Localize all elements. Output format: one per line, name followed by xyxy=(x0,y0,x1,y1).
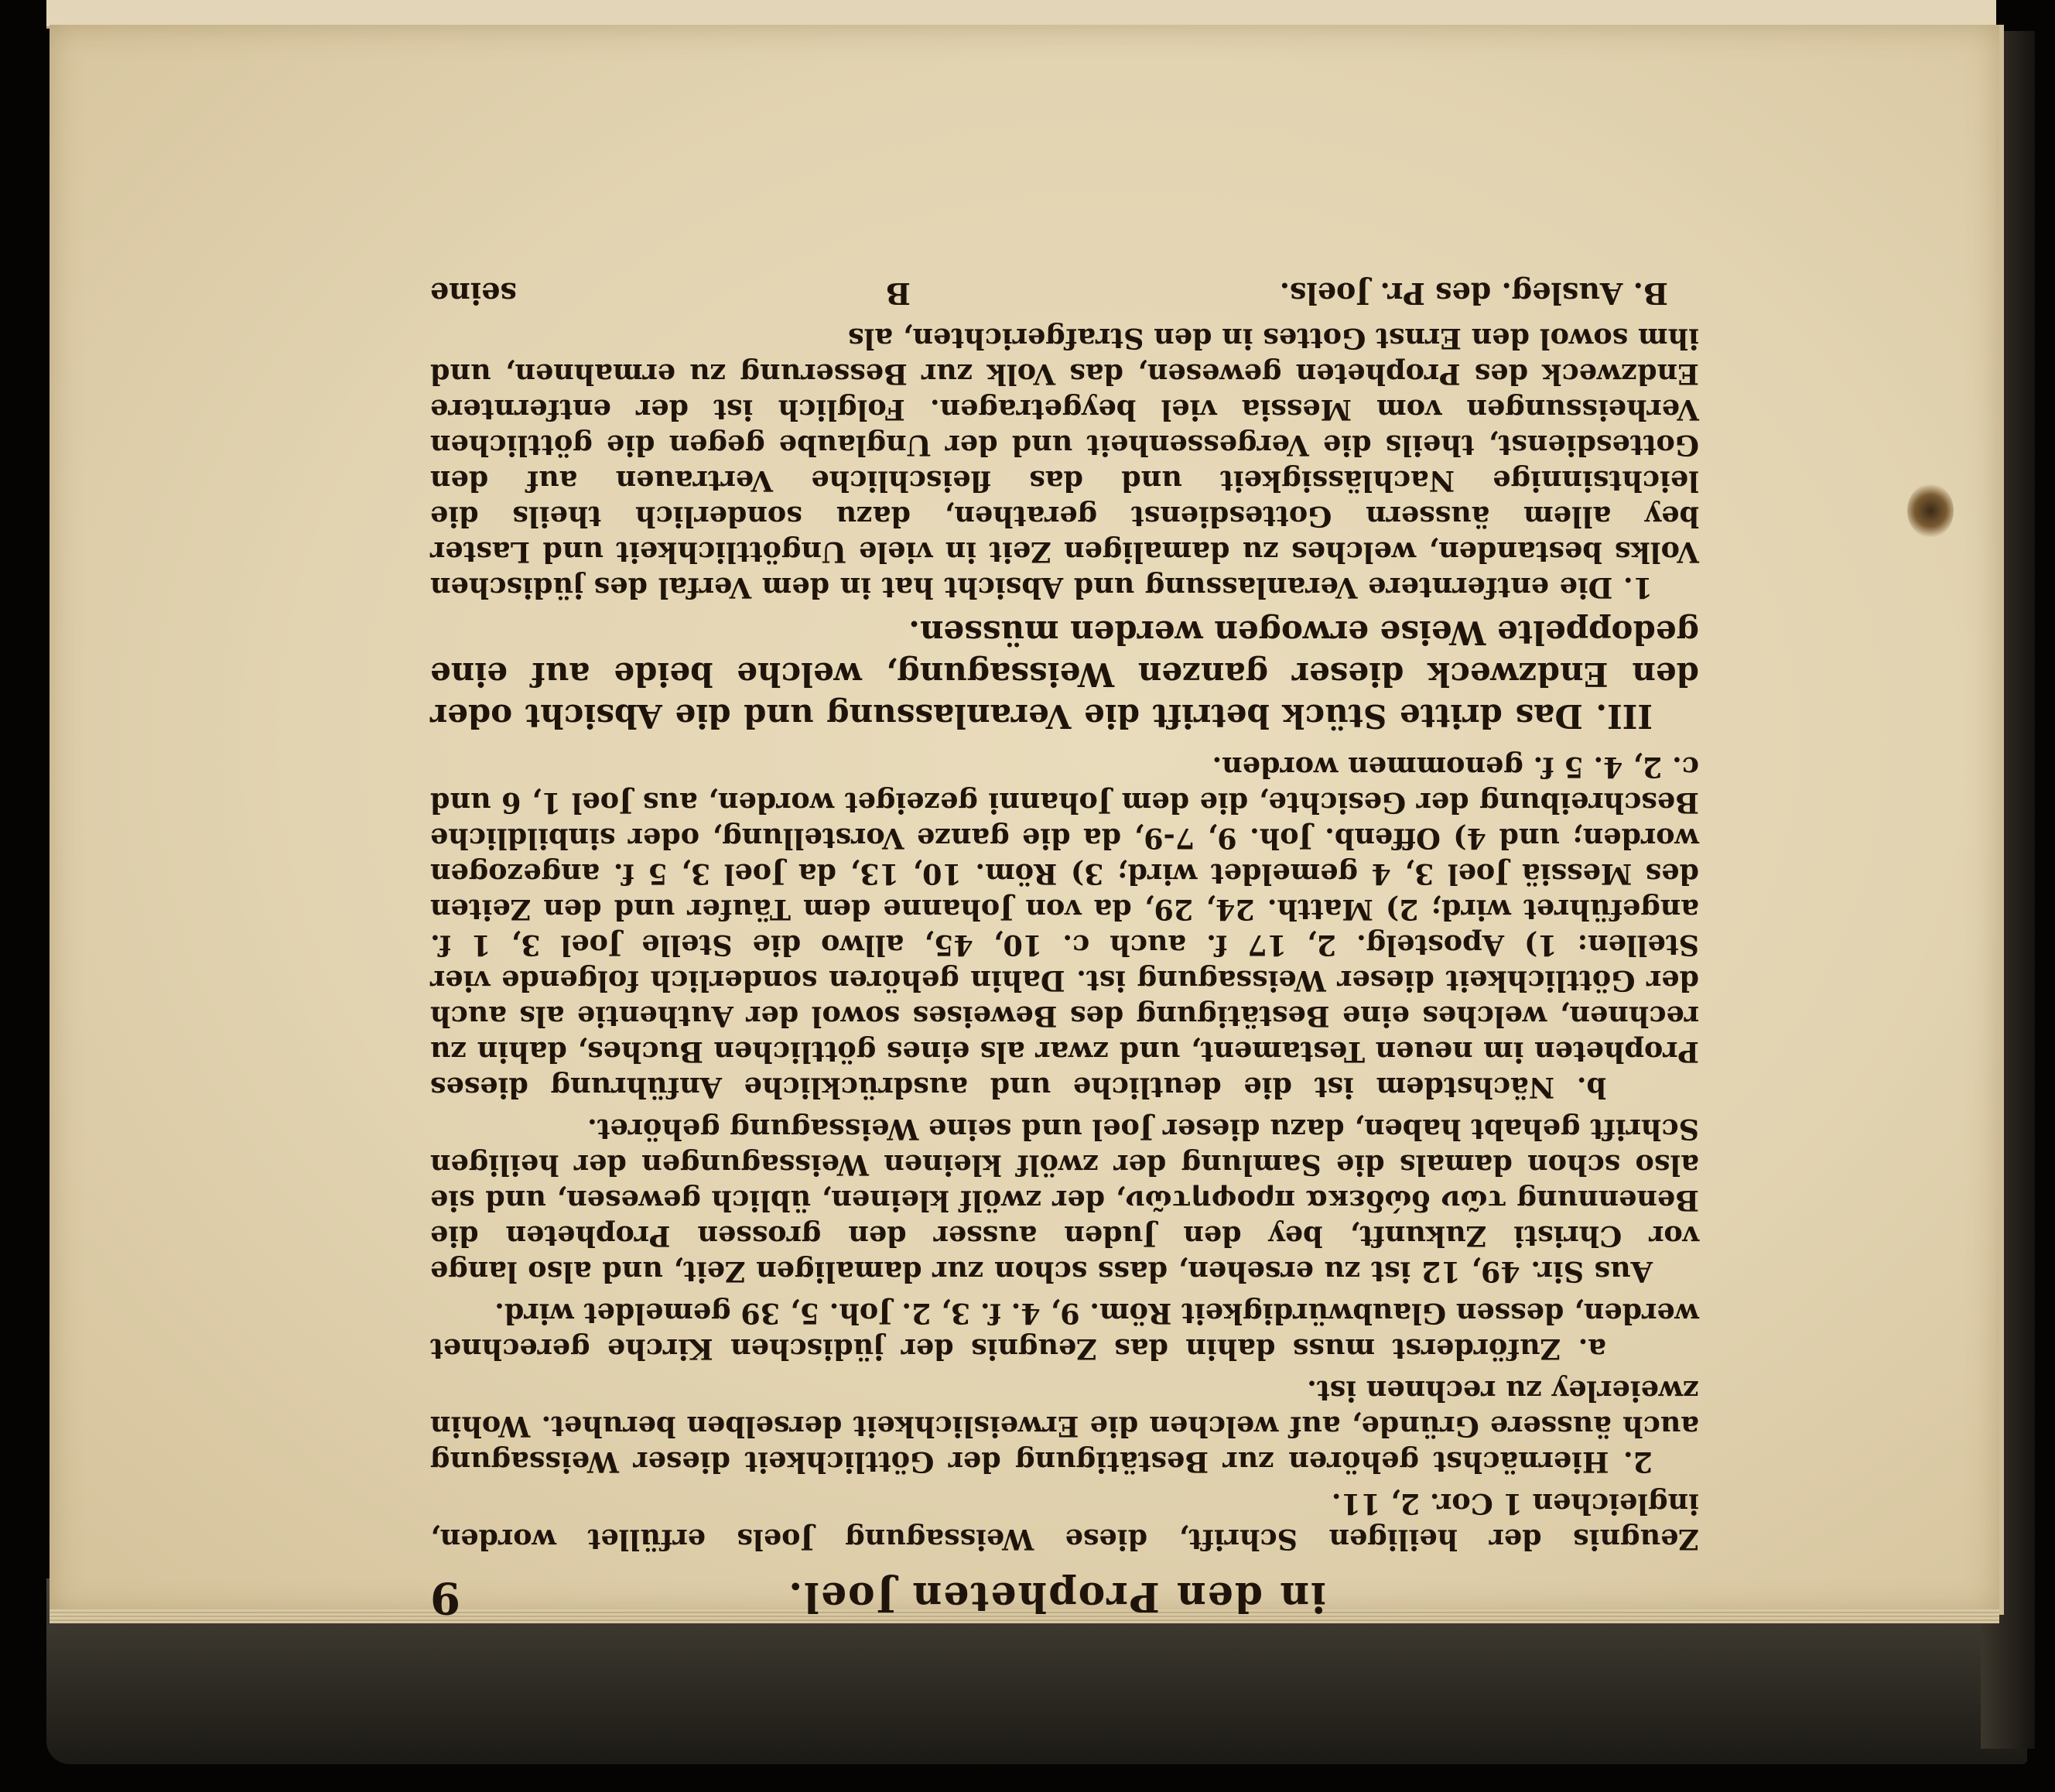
paragraph-4: Aus Sir. 49, 12 ist zu ersehen, dass schon zur damaligen Zeit, und also lange vor Christi Zukunft, bey den Juden ausser den grossen Propheten die Benennung τῶν δώδεκα προφητῶν, der zwölf kleinen, üblich gewesen, und sie also schon damals die Samlung der zwölf kleinen Weissagungen der heiligen Schrift gehabt haben, dazu dieser Joel und seine Weissagung gehöret. xyxy=(430,1113,1699,1288)
page-number: 9 xyxy=(430,1572,460,1623)
running-head xyxy=(430,1572,1699,1623)
footer-catchword: seine xyxy=(430,276,517,311)
paragraph-5: b. Nächstdem ist die deutliche und ausdrückliche Anführung dieses Propheten im neuen Testament, und zwar als eines göttlichen Buches, dahin zu rechnen, welches eine Bestätigung des Beweises sowol der Authentie als auch der Göttlichkeit dieser Weissagung ist. Dahin gehören sonderlich folgende vier Stellen: 1) Apostelg. 2, 17 f. auch c. 10, 45, allwo die Stelle Joel 3, 1 f. angeführet wird; 2) Matth. 24, 29, da von Johanne dem Täufer und den Zeiten des Messiä Joel 3, 4 gemeldet wird; 3) Röm. 10, 13, da Joel 3, 5 f. angezogen worden; und 4) Offenb. Joh. 9, 7-9, da die ganze Vorstellung, oder sinbildliche Beschreibung der Gesichte, die dem Johanni gezeiget worden, aus Joel 1, 6 und c. 2, 4. 5 f. genommen worden. xyxy=(430,751,1699,1104)
footer-signature: B. Ausleg. des Pr. Joels. xyxy=(1279,276,1668,311)
section-heading-iii: III. Das dritte Stück betrift die Veranlassung und die Absicht oder den Endzweck dieser ganzen Weissagung, welche beide auf eine gedoppelte Weise erwogen werden müssen. xyxy=(430,614,1699,735)
paragraph-2: 2. Hiernächst gehören zur Bestätigung der Göttlichkeit dieser Weissagung auch äussere Gründe, auf welchen die Erweislichkeit derselben beruhet. Wohin zweierley zu rechnen ist. xyxy=(430,1374,1699,1479)
page-footer xyxy=(430,276,1699,311)
footer-sig-letter: B xyxy=(885,276,911,311)
rotated-text-block xyxy=(430,0,1699,1623)
paragraph-3: a. Zuförderst muss dahin das Zeugnis der jüdischen Kirche gerechnet werden, dessen Glaubwürdigkeit Röm. 9, 4. f. 3, 2. Joh. 5, 39 gemeldet wird. xyxy=(430,1297,1699,1366)
running-head-title: in den Propheten Joel. xyxy=(787,1573,1326,1620)
paragraph-1: Zeugnis der heiligen Schrift, diese Weissagung Joels erfüllet worden, ingleichen 1 Cor. 2, 11. xyxy=(430,1487,1699,1556)
paragraph-6: 1. Die entferntere Veranlassung und Absicht hat in dem Verfal des jüdischen Volks bestanden, welches zu damaligen Zeit in viele Ungöttlichkeit und Laster bey allem äussern Gottesdienst gerathen, dazu sonderlich theils die leichtsinnige Nachlässigkeit und das fleischliche Vertrauen auf den Gottesdienst, theils die Vergessenheit und der Unglaube gegen die göttlichen Verheissungen vom Messia viel beygetragen. Folglich ist der entferntere Endzweck des Propheten gewesen, das Volk zur Besserung zu ermahnen, und ihm sowol den Ernst Gottes in den Strafgerichten, als xyxy=(430,322,1699,604)
ink-stain xyxy=(1907,484,1954,538)
